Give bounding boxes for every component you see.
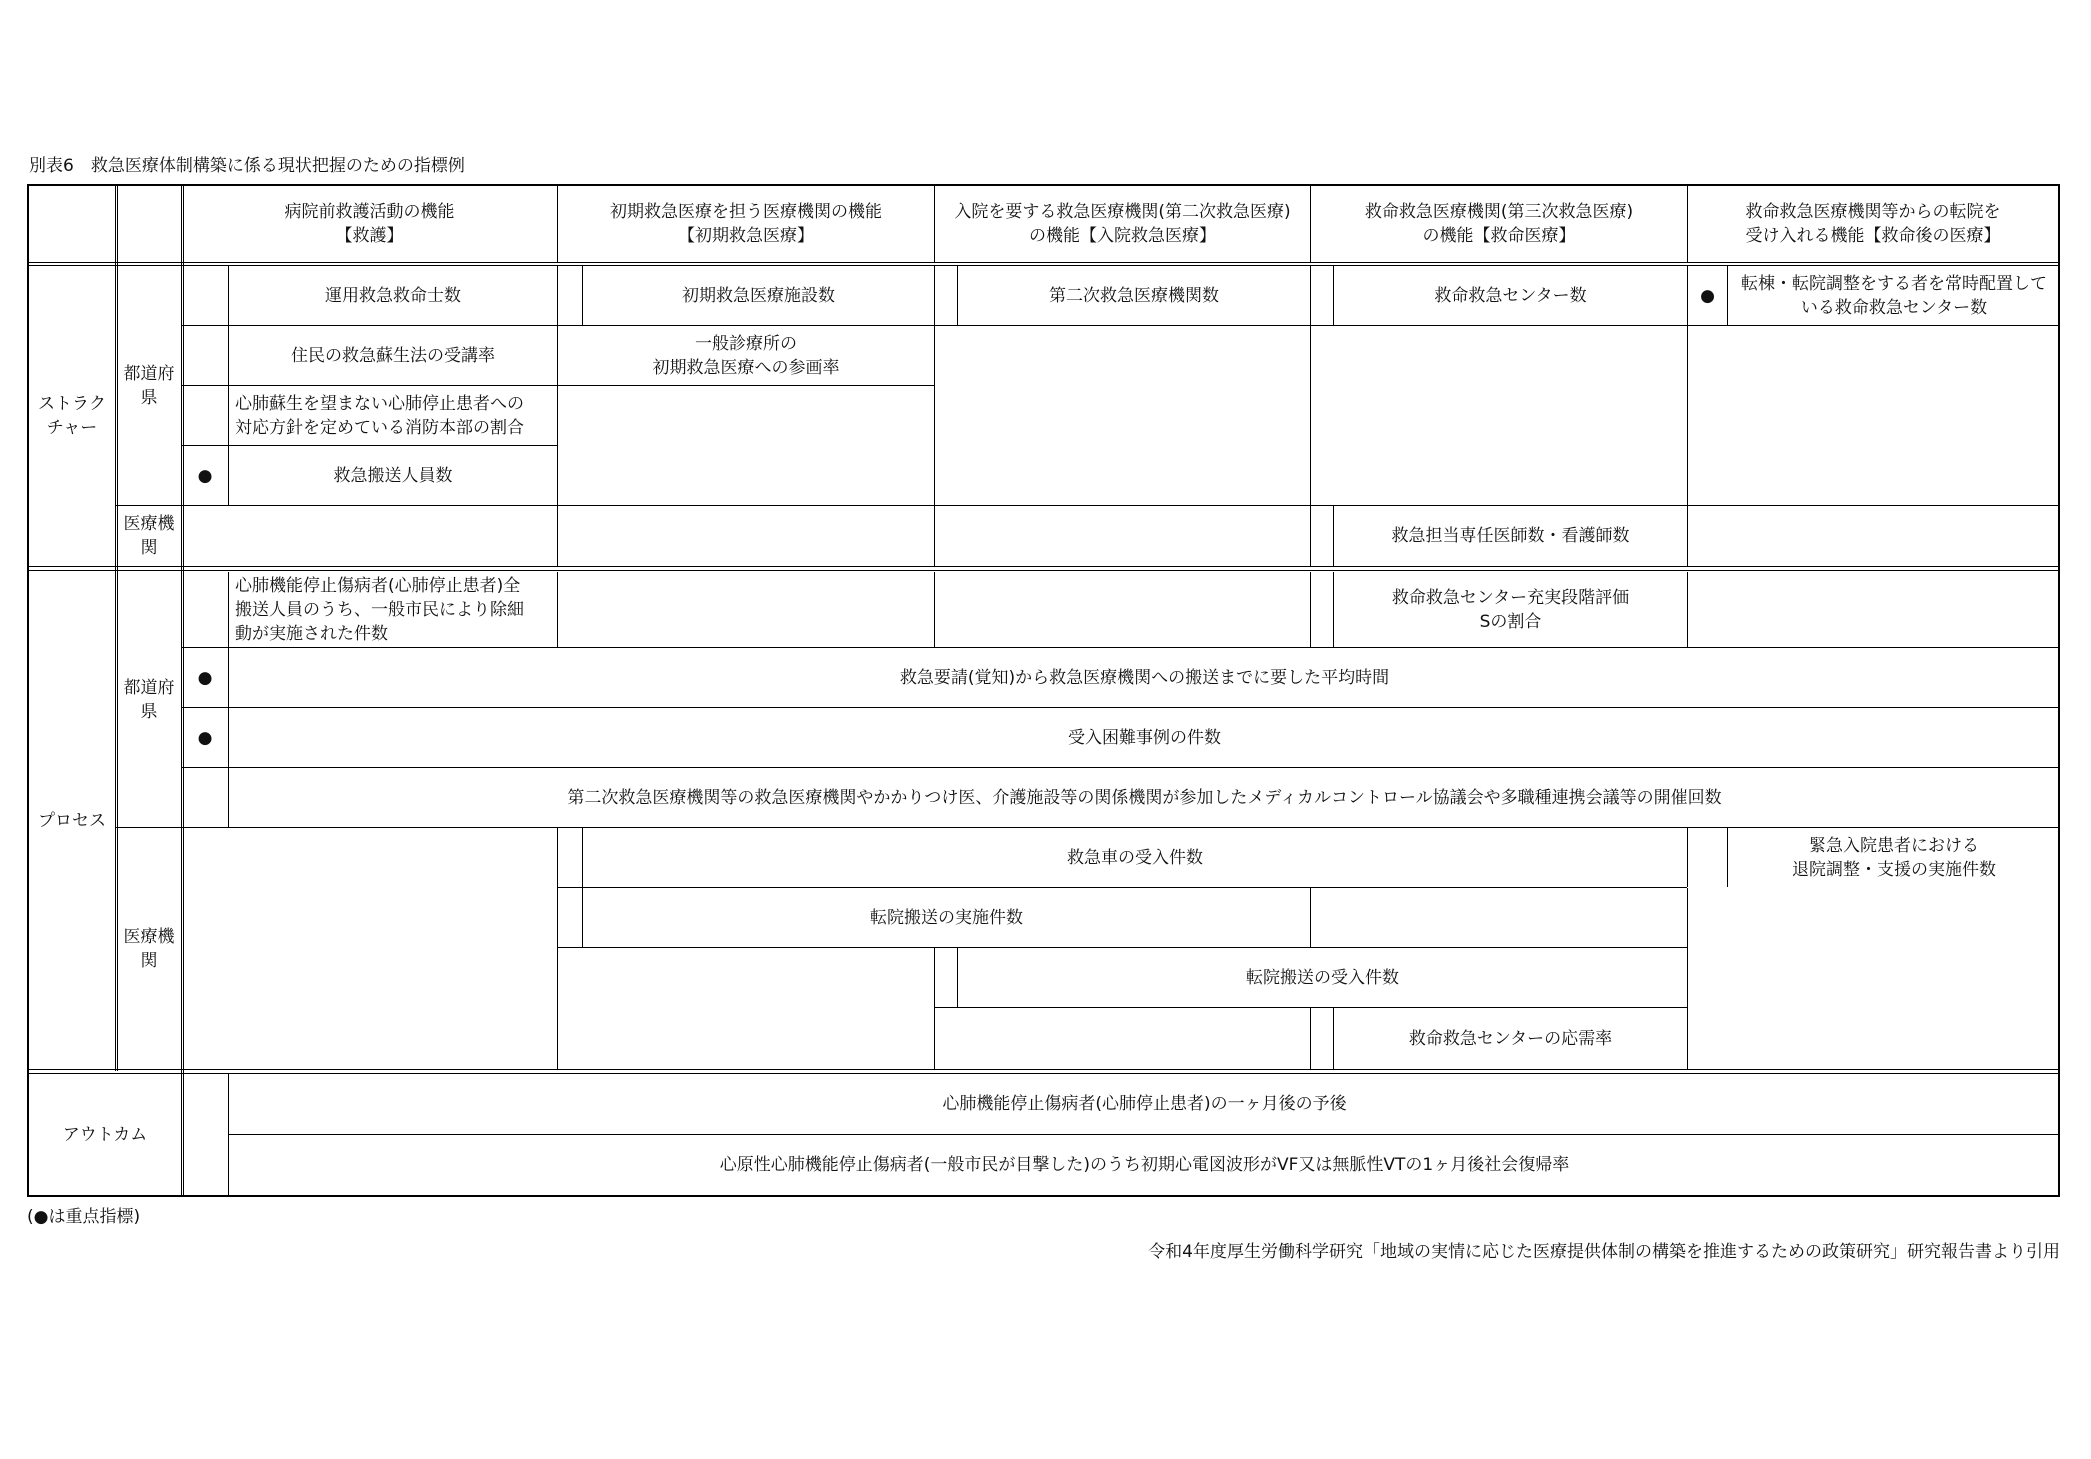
cell-social-return: 心原性心肺機能停止傷病者(一般市民が目撃した)のうち初期心電図波形がVF又は無脈性VTの1ヶ月後社会復帰率 — [719, 1155, 1570, 1175]
grid-line — [557, 266, 558, 566]
cell-aed-by-citizens: 心肺機能停止傷病者(心肺停止患者)全 搬送人員のうち、一般市民により除細 動が実施された件数 — [235, 575, 524, 644]
cell-ambulance-acceptance: 救急車の受入件数 — [1067, 847, 1203, 868]
priority-note: (●は重点指標) — [27, 1207, 141, 1227]
cell-mc-meetings: 第二次救急医療機関等の救急医療機関やかかりつけ医、介護施設等の関係機関が参加したメディカルコントロール協議会や多職種連携会議等の開催回数 — [567, 787, 1722, 808]
priority-marker: ● — [1700, 285, 1715, 306]
header-rescue: 病院前救護活動の機能 【救護】 — [284, 202, 455, 246]
grid-line — [557, 572, 558, 647]
priority-marker: ● — [197, 667, 213, 688]
header-tertiary: 救命救急医療機関(第三次救急医療) の機能【救命医療】 — [1364, 202, 1634, 246]
cell-transfer-acceptance: 転院搬送の受入件数 — [1246, 967, 1399, 988]
sub-med-process: 医療機 関 — [123, 926, 175, 971]
sub-pref-structure: 都道府 県 — [123, 363, 175, 408]
cell-discharge-support: 緊急入院患者における 退院調整・支援の実施件数 — [1792, 835, 1996, 880]
cell-clinic-participation: 一般診療所の 初期救急医療への参画率 — [652, 333, 840, 378]
sub-med-structure: 医療機 関 — [123, 514, 175, 558]
cell-transfer-coordinator: 転棟・転院調整をする者を常時配置して いる救命救急センター数 — [1741, 273, 2047, 318]
priority-marker: ● — [197, 465, 213, 486]
section-structure: ストラク チャー — [38, 394, 106, 438]
cell-difficult-acceptance: 受入困難事例の件数 — [1068, 727, 1221, 748]
grid-line — [1687, 888, 1688, 1069]
cell-response-rate: 救命救急センターの応需率 — [1408, 1028, 1613, 1049]
grid-line — [934, 572, 935, 647]
cell-paramedics: 運用救急救命士数 — [325, 285, 461, 306]
grid-line — [27, 1069, 2060, 1070]
grid-line — [1310, 888, 1311, 947]
cell-center-evaluation: 救命救急センター充実段階評価 Sの割合 — [1391, 587, 1630, 632]
section-outcome: アウトカム — [62, 1124, 148, 1145]
grid-line — [934, 948, 935, 1069]
sub-pref-process: 都道府 県 — [123, 677, 175, 722]
cell-emergency-centers: 救命救急センター数 — [1434, 285, 1587, 306]
priority-marker: ● — [197, 727, 213, 748]
cell-dnar-policy: 心肺蘇生を望まない心肺停止患者への 対応方針を定めている消防本部の割合 — [235, 393, 524, 438]
grid-line — [116, 505, 2060, 506]
grid-line — [1310, 572, 1311, 647]
grid-line — [115, 184, 116, 1071]
cell-transported: 救急搬送人員数 — [333, 465, 453, 486]
grid-line — [1687, 828, 1688, 887]
cell-secondary-institutions: 第二次救急医療機関数 — [1049, 285, 1219, 306]
grid-line — [27, 566, 2060, 567]
section-process: プロセス — [38, 810, 106, 831]
header-primary: 初期救急医療を担う医療機関の機能 【初期救急医療】 — [610, 202, 882, 246]
grid-line — [1310, 1008, 1311, 1069]
cell-prognosis: 心肺機能停止傷病者(心肺停止患者)の一ヶ月後の予後 — [942, 1094, 1347, 1114]
cell-emergency-staff: 救急担当専任医師数・看護師数 — [1391, 526, 1630, 546]
cell-transport-time: 救急要請(覚知)から救急医療機関への搬送までに要した平均時間 — [899, 667, 1390, 688]
header-secondary: 入院を要する救急医療機関(第二次救急医療) の機能【入院救急医療】 — [954, 202, 1291, 246]
grid-line — [557, 828, 558, 1069]
grid-line — [1310, 266, 1311, 566]
cell-primary-facilities: 初期救急医療施設数 — [682, 285, 835, 306]
grid-line — [27, 570, 2060, 571]
source-note: 令和4年度厚生労働科学研究「地域の実情に応じた医療提供体制の構築を推進するための政策研究」研究報告書より引用 — [1148, 1242, 2060, 1262]
grid-line — [934, 266, 935, 566]
cell-cpr-training: 住民の救急蘇生法の受講率 — [291, 345, 495, 366]
cell-transfer-transport: 転院搬送の実施件数 — [870, 907, 1023, 928]
grid-line — [27, 262, 2060, 263]
header-post: 救命救急医療機関等からの転院を 受け入れる機能【救命後の医療】 — [1745, 202, 2001, 246]
grid-line — [1687, 572, 1688, 647]
table-caption: 別表6 救急医療体制構築に係る現状把握のための指標例 — [29, 156, 465, 176]
